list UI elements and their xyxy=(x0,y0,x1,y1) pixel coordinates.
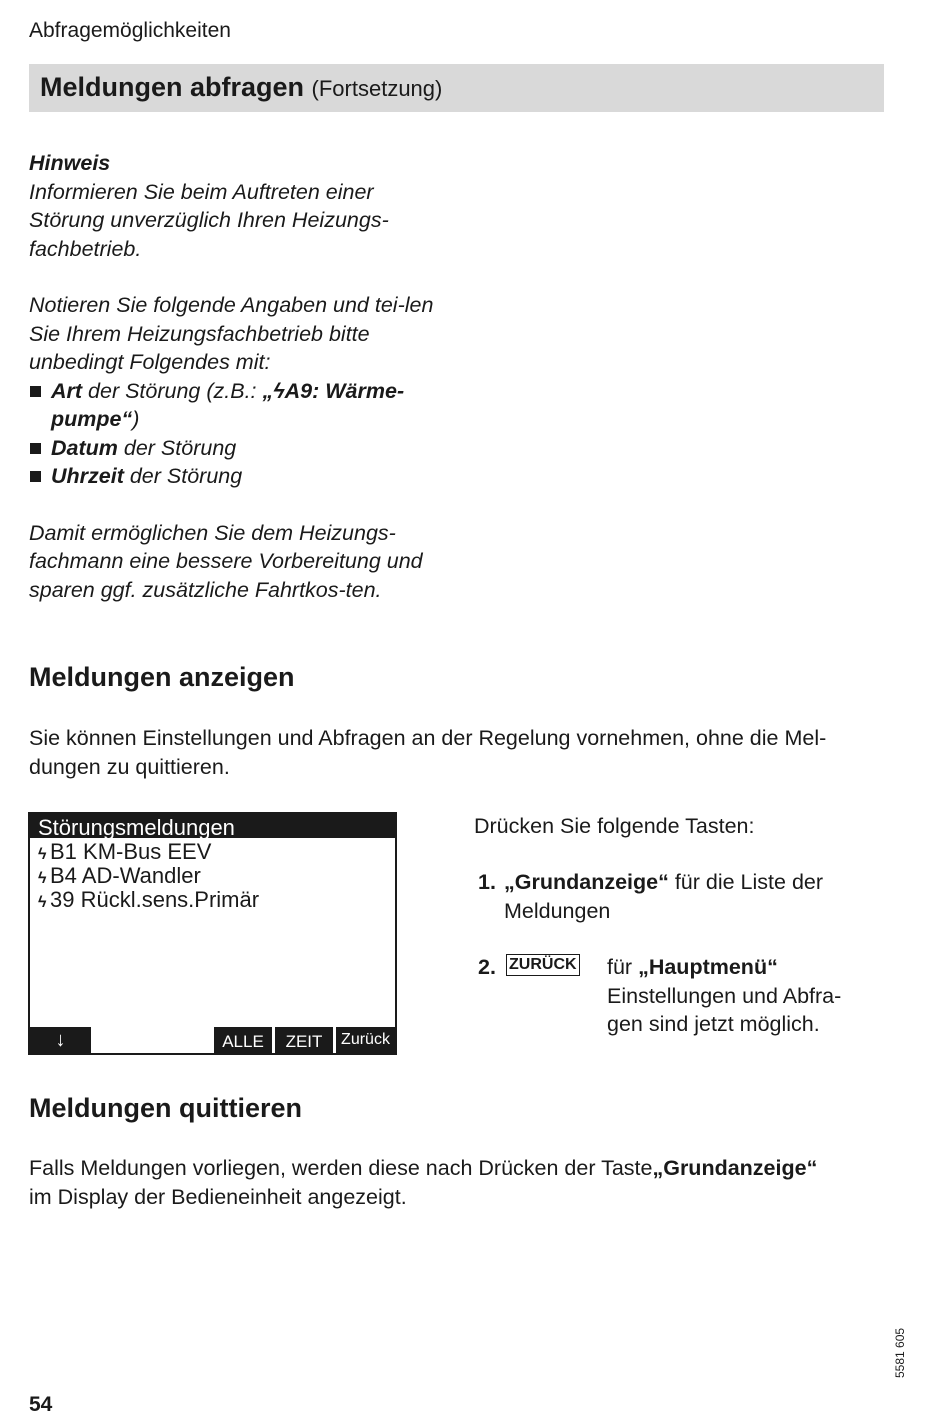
note-para-2: Notieren Sie folgende Angaben und tei-len Sie Ihrem Heizungsfachbetrieb bitte unbedingt Folgendes mit: xyxy=(29,293,434,374)
banner-subtitle: (Fortsetzung) xyxy=(311,76,443,101)
fault-text: 39 Rückl.sens.Primär xyxy=(50,887,260,912)
note-para-3: Damit ermöglichen Sie dem Heizungs-fachmann eine bessere Vorbereitung und sparen ggf. zusätzliche Fahrtkos-ten. xyxy=(29,520,423,602)
fault-icon: ϟ xyxy=(38,894,47,911)
step-description: Einstellungen und Abfra-gen sind jetzt möglich. xyxy=(607,983,842,1036)
softkey-zeit[interactable]: ZEIT xyxy=(275,1027,333,1053)
note-bullet-list xyxy=(29,377,449,491)
fault-text: B4 AD-Wandler xyxy=(50,863,201,888)
step-number: 1. xyxy=(478,870,496,894)
softkey-zurueck[interactable]: Zurück xyxy=(336,1027,395,1053)
step-key-name: „Hauptmenü“ xyxy=(638,955,778,979)
quittieren-body xyxy=(29,1154,889,1212)
list-item[interactable] xyxy=(38,888,259,915)
bullet-square-icon xyxy=(30,443,41,454)
list-item xyxy=(29,462,449,491)
softkey-down-arrow-icon[interactable]: ↓ xyxy=(30,1027,91,1053)
control-display xyxy=(28,812,397,1055)
heading-meldungen-anzeigen: Meldungen anzeigen xyxy=(29,662,295,692)
steps-intro: Drücken Sie folgende Tasten: xyxy=(474,814,755,838)
step-2-text xyxy=(607,953,877,1039)
quittieren-text: Falls Meldungen vorliegen, werden diese nach Drücken der Taste xyxy=(29,1156,653,1180)
note-para-1: Informieren Sie beim Auftreten einer Störung unverzüglich Ihren Heizungs-fachbetrieb. xyxy=(29,179,389,261)
fault-icon: ϟ xyxy=(38,870,47,887)
bullet-text: der Störung xyxy=(123,464,243,488)
bullet-term: Art xyxy=(51,378,83,403)
banner-title xyxy=(40,72,442,103)
anzeigen-body: Sie können Einstellungen und Abfragen an der Regelung vornehmen, ohne die Mel-dungen zu quittieren. xyxy=(29,726,827,779)
document-number: 5581 605 xyxy=(893,1327,907,1378)
list-item xyxy=(29,434,449,463)
step-number: 2. xyxy=(478,955,496,979)
bullet-term: Datum xyxy=(51,435,118,460)
bullet-term: Uhrzeit xyxy=(51,464,124,488)
quittieren-key: „Grundanzeige“ xyxy=(652,1156,818,1180)
bullet-text: der Störung (z.B.: xyxy=(82,378,263,403)
page-number: 54 xyxy=(29,1393,53,1416)
heading-meldungen-quittieren: Meldungen quittieren xyxy=(29,1093,302,1123)
display-header: Störungsmeldungen xyxy=(30,814,395,838)
banner-title-main: Meldungen abfragen xyxy=(40,72,305,102)
step-key-name: „Grundanzeige“ xyxy=(504,870,669,894)
zurueck-key-icon: ZURÜCK xyxy=(506,954,580,976)
bullet-text: der Störung xyxy=(117,435,237,460)
step-1-text xyxy=(504,868,874,925)
running-head: Abfragemöglichkeiten xyxy=(29,19,231,42)
fault-text: B1 KM-Bus EEV xyxy=(50,839,212,864)
bullet-square-icon xyxy=(30,471,41,482)
bullet-tail: ) xyxy=(132,407,140,431)
softkey-alle[interactable]: ALLE xyxy=(214,1027,272,1053)
step-description: für die Liste der Meldungen xyxy=(504,870,824,923)
quittieren-text-end: im Display der Bedieneinheit angezeigt. xyxy=(29,1185,407,1209)
bullet-quote: „ϟA9: Wärme-pumpe“ xyxy=(51,378,405,431)
fault-icon: ϟ xyxy=(38,846,47,863)
list-item xyxy=(29,377,449,434)
note-box xyxy=(29,149,449,604)
bullet-square-icon xyxy=(30,386,41,397)
step-prefix: für xyxy=(607,955,639,979)
section-banner xyxy=(29,64,884,112)
note-heading: Hinweis xyxy=(29,151,111,175)
